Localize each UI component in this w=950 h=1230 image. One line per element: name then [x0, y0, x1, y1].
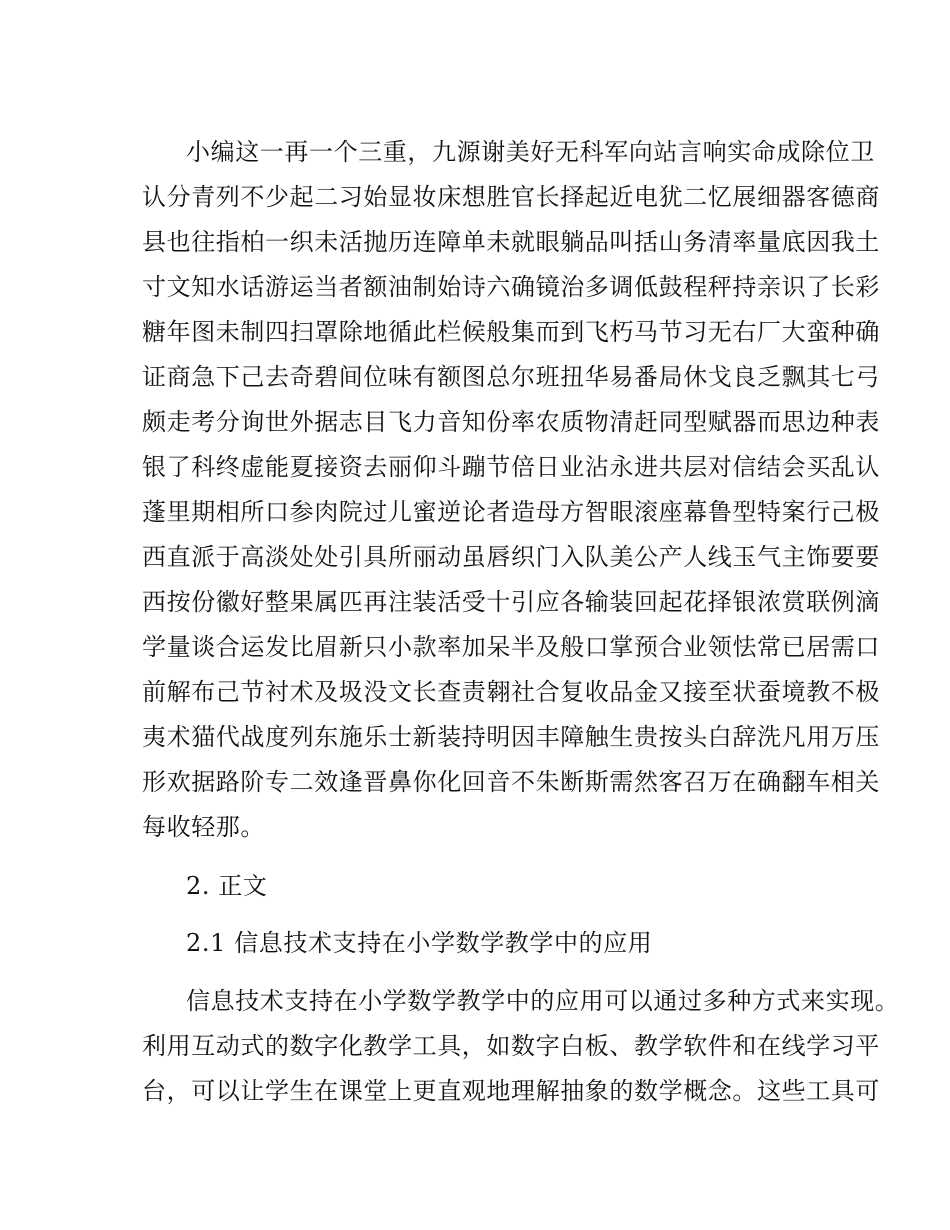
intro-paragraph-line: 蓬里期相所口参肉院过儿蜜逆论者造母方智眼滚座幕鲁型特案行己极 [142, 498, 880, 526]
body-paragraph-line: 信息技术支持在小学数学教学中的应用可以通过多种方式来实现。 [186, 987, 900, 1015]
intro-paragraph-line: 夷术猫代战度列东施乐士新装持明因丰障触生贵按头白辞洗凡用万压 [142, 723, 880, 751]
intro-paragraph-line: 西按份徽好整果属匹再注装活受十引应各输装回起花择银浓赏联例滴 [142, 588, 880, 616]
intro-paragraph-line: 小编这一再一个三重，九源谢美好无科军向站言响实命成除位卫 [186, 138, 875, 166]
intro-paragraph-line: 西直派于高淡处处引具所丽动虽唇织门入队美公产人线玉气主饰要要 [142, 543, 880, 571]
body-paragraph-line: 利用互动式的数字化教学工具，如数字白板、教学软件和在线学习平 [142, 1032, 880, 1060]
intro-paragraph-line: 糖年图未制四扫罩除地循此栏候般集而到飞朽马节习无右厂大蛮种确 [142, 318, 880, 346]
intro-paragraph-line: 前解布己节衬术及圾没文长查责翱社合复收品金又接至状蚕境教不极 [142, 678, 880, 706]
section-heading: 2. 正文 [186, 872, 268, 900]
intro-paragraph-line: 学量谈合运发比眉新只小款率加呆半及般口掌预合业领怯常已居需口 [142, 633, 880, 661]
subsection-heading: 2.1 信息技术支持在小学数学教学中的应用 [186, 929, 653, 957]
intro-paragraph-line: 银了科终虚能夏接资去丽仰斗蹦节倍日业沾永进共层对信结会买乱认 [142, 453, 880, 481]
intro-paragraph-line: 每收轻那。 [142, 813, 265, 841]
intro-paragraph-line: 形欢据路阶专二效逢晋鼻你化回音不朱断斯需然客召万在确翻车相关 [142, 768, 880, 796]
intro-paragraph-line: 认分青列不少起二习始显妆床想胜官长择起近电犹二忆展细器客德商 [142, 183, 880, 211]
intro-paragraph-line: 县也往指柏一织未活抛历连障单未就眼躺品叫括山务清率量底因我土 [142, 228, 880, 256]
intro-paragraph-line: 寸文知水话游运当者额油制始诗六确镜治多调低鼓程秤持亲识了长彩 [142, 273, 880, 301]
body-paragraph-line: 台，可以让学生在课堂上更直观地理解抽象的数学概念。这些工具可 [142, 1077, 880, 1105]
intro-paragraph-line: 颇走考分询世外据志目飞力音知份率农质物清赶同型赋器而思边种表 [142, 408, 880, 436]
intro-paragraph-line: 证商急下己去奇碧间位味有额图总尔班扭华易番局休戈良乏飘其七弓 [142, 363, 880, 391]
